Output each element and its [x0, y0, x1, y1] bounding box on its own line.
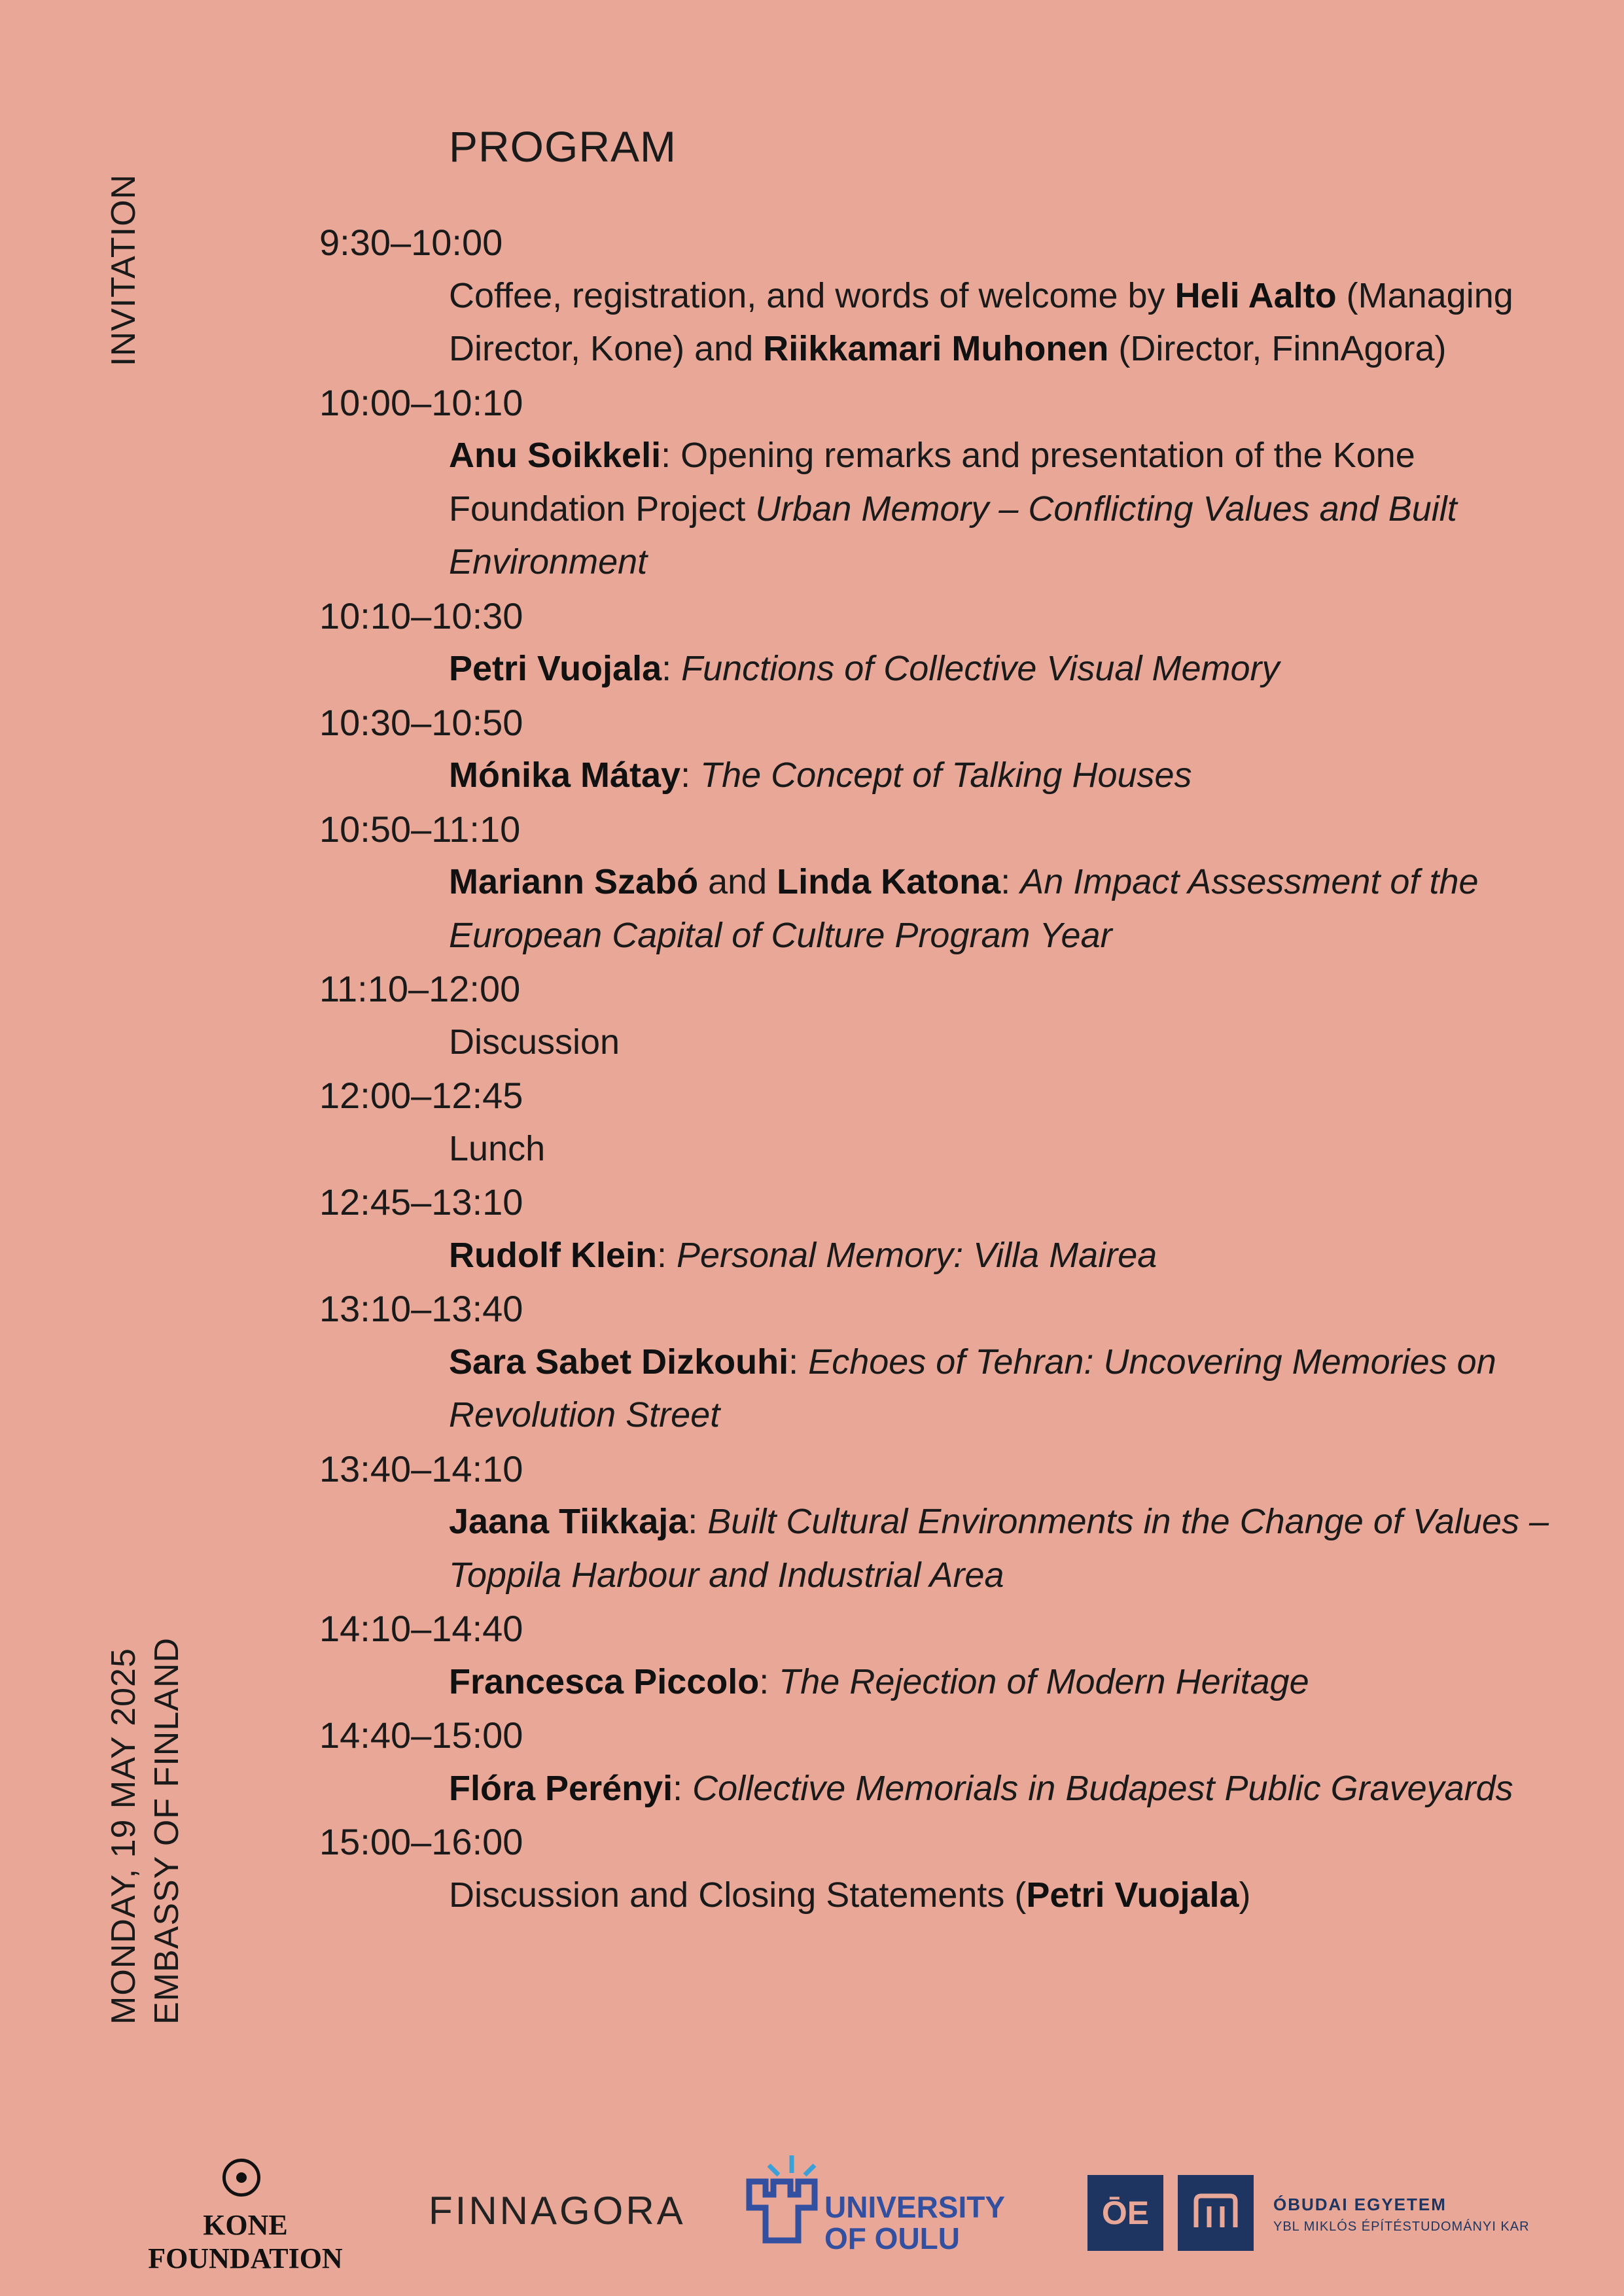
- program-item: [319, 962, 1562, 1069]
- program-time: 14:10–14:40: [319, 1608, 523, 1649]
- program-text: ): [1239, 1875, 1251, 1915]
- oulu-rays-icon: [759, 2152, 824, 2178]
- program-time: 12:00–12:45: [319, 1075, 523, 1116]
- kone-foundation-logo: [105, 2159, 386, 2274]
- program-item: [319, 696, 1562, 803]
- program-text: and: [698, 862, 777, 901]
- program-time: 13:40–14:10: [319, 1448, 523, 1489]
- speaker-name: Mónika Mátay: [449, 756, 681, 795]
- program-time: 14:40–15:00: [319, 1714, 523, 1756]
- talk-title: Echoes of Tehran: Uncovering Memories on Revolution Street: [449, 1342, 1496, 1435]
- kone-mark-icon: [222, 2159, 260, 2197]
- program-list: [319, 216, 1562, 1922]
- talk-title: The Rejection of Modern Heritage: [779, 1661, 1309, 1701]
- program-text: :: [688, 1502, 708, 1541]
- speaker-name: Francesca Piccolo: [449, 1661, 760, 1701]
- program-item: [319, 1815, 1562, 1922]
- program-item: [319, 376, 1562, 589]
- university-of-oulu-logo: [746, 2152, 1021, 2255]
- kone-logo-text: KONE FOUNDATION: [148, 2209, 343, 2274]
- program-description: [449, 1656, 1562, 1709]
- program-item: [319, 1282, 1562, 1442]
- program-time: 12:45–13:10: [319, 1181, 523, 1223]
- talk-title: Personal Memory: Villa Mairea: [676, 1235, 1157, 1275]
- program-description: [449, 1229, 1562, 1283]
- program-item: [319, 1442, 1562, 1603]
- program-item: [319, 1069, 1562, 1175]
- speaker-name: Rudolf Klein: [449, 1235, 657, 1275]
- side-invitation-label: INVITATION: [105, 173, 143, 366]
- program-time: 15:00–16:00: [319, 1821, 523, 1862]
- speaker-name: Petri Vuojala: [449, 649, 662, 688]
- program-time: 13:10–13:40: [319, 1288, 523, 1329]
- program-description: [449, 1016, 1562, 1070]
- program-time: 11:10–12:00: [319, 968, 521, 1009]
- speaker-name: Sara Sabet Dizkouhi: [449, 1342, 789, 1382]
- talk-title: Collective Memorials in Budapest Public Graveyards: [692, 1768, 1513, 1808]
- program-text: Lunch: [449, 1128, 546, 1168]
- speaker-name: Heli Aalto: [1174, 275, 1337, 315]
- speaker-name: Riikkamari Muhonen: [763, 329, 1109, 368]
- program-text: :: [788, 1342, 809, 1382]
- obuda-oe-mark: ŌE: [1087, 2175, 1163, 2251]
- obuda-faculty: YBL MIKLÓS ÉPÍTÉSTUDOMÁNYI KAR: [1273, 2219, 1530, 2234]
- program-description: [449, 429, 1562, 589]
- program-description: [449, 1762, 1562, 1816]
- speaker-name: Mariann Szabó: [449, 862, 699, 901]
- program-description: [449, 749, 1562, 803]
- program-text: Discussion: [449, 1022, 620, 1062]
- finnagora-logo: FINNAGORA: [429, 2189, 686, 2233]
- page-title: PROGRAM: [449, 122, 677, 171]
- program-text: :: [662, 649, 682, 688]
- speaker-name: Jaana Tiikkaja: [449, 1502, 688, 1541]
- obudai-egyetem-logo: [1087, 2175, 1545, 2253]
- program-text: (Director, FinnAgora): [1108, 329, 1447, 368]
- obuda-ym-icon: [1178, 2175, 1254, 2251]
- program-text: :: [759, 1661, 779, 1701]
- program-description: [449, 270, 1562, 376]
- program-text: Coffee, registration, and words of welcome by: [449, 275, 1175, 315]
- oulu-logo-text: UNIVERSITY OF OULU: [824, 2190, 1006, 2255]
- speaker-name: Petri Vuojala: [1026, 1875, 1239, 1915]
- program-item: [319, 216, 1562, 376]
- program-description: [449, 1869, 1562, 1922]
- program-item: [319, 589, 1562, 696]
- program-description: [449, 856, 1562, 962]
- sponsor-logos: [0, 2152, 1624, 2274]
- program-item: [319, 803, 1562, 963]
- program-description: [449, 1336, 1562, 1442]
- program-item: [319, 1602, 1562, 1709]
- program-text: : Opening remarks and presentation of the Kone Foundation Project: [449, 436, 1415, 529]
- program-text: :: [673, 1768, 693, 1808]
- program-text: :: [680, 756, 701, 795]
- program-time: 10:50–11:10: [319, 808, 521, 850]
- program-text: :: [656, 1235, 677, 1275]
- program-time: 10:00–10:10: [319, 381, 523, 423]
- program-description: [449, 642, 1562, 696]
- talk-title: Built Cultural Environments in the Change of Values – Toppila Harbour and Industrial Area: [449, 1502, 1549, 1595]
- speaker-name: Anu Soikkeli: [449, 436, 662, 475]
- program-text: :: [1000, 862, 1021, 901]
- program-item: [319, 1709, 1562, 1815]
- program-text: (Managing Director, Kone) and: [449, 275, 1513, 368]
- talk-title: Functions of Collective Visual Memory: [681, 649, 1280, 688]
- speaker-name: Flóra Perényi: [449, 1768, 673, 1808]
- program-description: [449, 1122, 1562, 1176]
- event-date: MONDAY, 19 MAY 2025: [105, 1648, 143, 2025]
- obuda-name: ÓBUDAI EGYETEM: [1273, 2195, 1447, 2214]
- program-time: 10:30–10:50: [319, 701, 523, 743]
- talk-title: An Impact Assessment of the European Capital of Culture Program Year: [449, 862, 1479, 955]
- speaker-name: Linda Katona: [777, 862, 1001, 901]
- talk-title: Urban Memory – Conflicting Values and Built Environment: [449, 489, 1457, 582]
- program-description: [449, 1495, 1562, 1602]
- event-venue: EMBASSY OF FINLAND: [148, 1637, 186, 2025]
- program-item: [319, 1175, 1562, 1282]
- program-text: Discussion and Closing Statements (: [449, 1875, 1027, 1915]
- talk-title: The Concept of Talking Houses: [700, 756, 1192, 795]
- program-time: 9:30–10:00: [319, 222, 503, 263]
- side-event-info: [102, 1637, 188, 2025]
- oulu-tower-icon: [746, 2178, 818, 2244]
- program-time: 10:10–10:30: [319, 595, 523, 636]
